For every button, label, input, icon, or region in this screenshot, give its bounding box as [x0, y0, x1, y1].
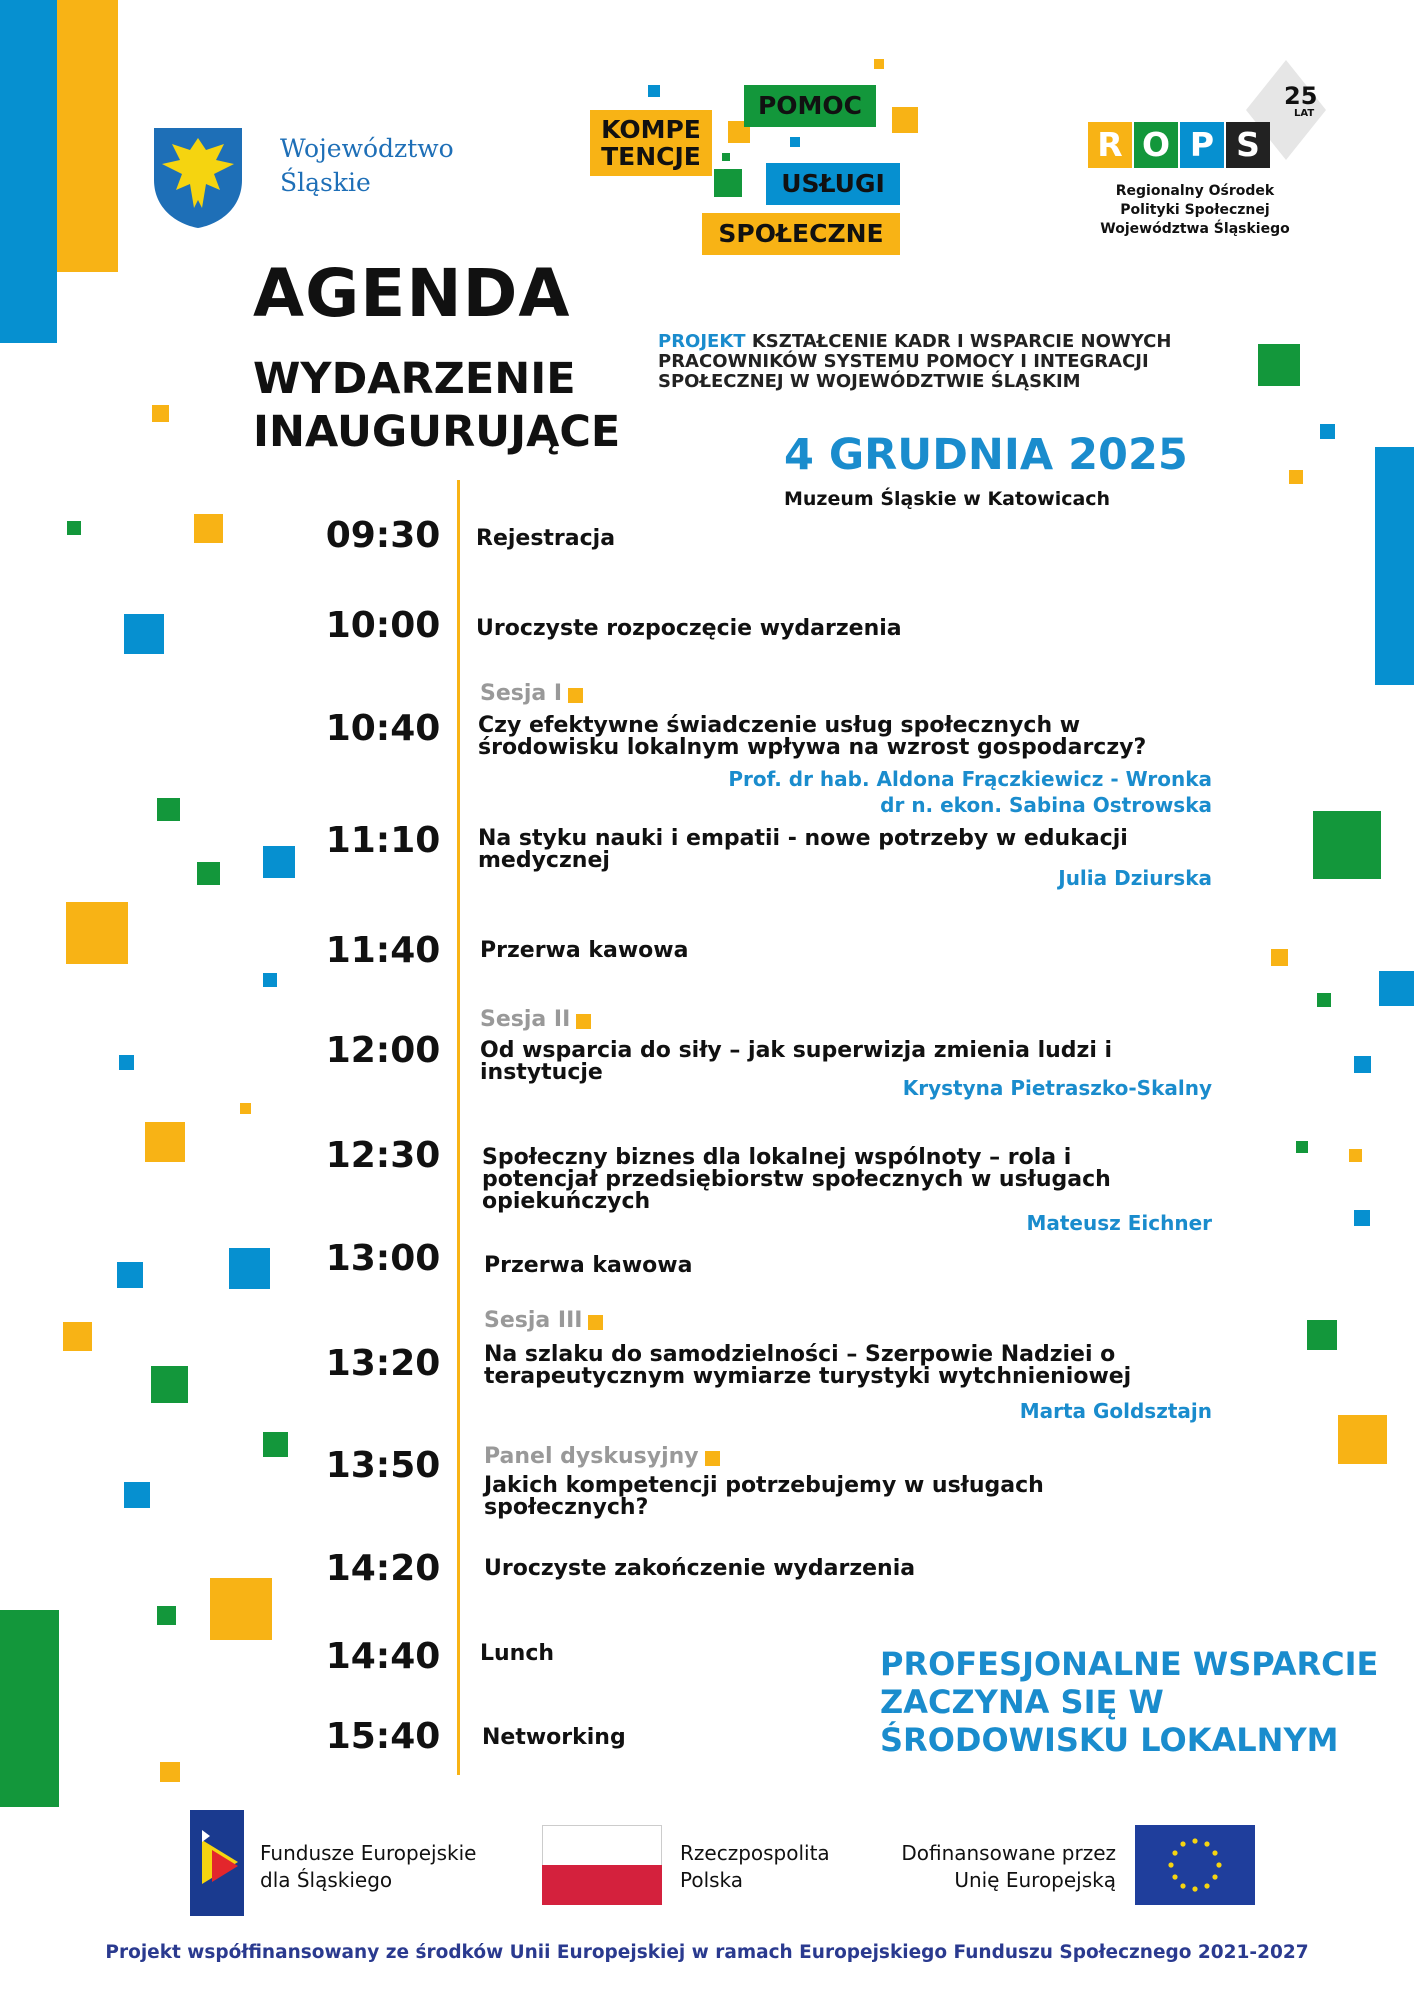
- speaker-name: Krystyna Pietraszko-Skalny: [902, 1076, 1212, 1100]
- decor-square: [240, 1103, 251, 1114]
- decor-square: [119, 1055, 134, 1070]
- slogan-line: ŚRODOWISKU LOKALNYM: [880, 1721, 1339, 1759]
- eu-funding-line1: Dofinansowane przez: [901, 1841, 1116, 1865]
- session-marker: [705, 1451, 720, 1466]
- decor-square: [124, 1482, 150, 1508]
- agenda-time: 10:40: [325, 708, 441, 749]
- campaign-word-tencje: TENCJE: [601, 142, 701, 171]
- agenda-time: 12:30: [325, 1135, 441, 1176]
- poland-logo: [542, 1825, 872, 1905]
- decor-square: [263, 973, 277, 987]
- campaign-word-kompetencje: [590, 110, 712, 176]
- decor-square: [1354, 1056, 1371, 1073]
- agenda-item-title: Lunch: [480, 1641, 555, 1666]
- agenda-item-title: [482, 1147, 1202, 1213]
- timeline-line: [457, 480, 460, 1775]
- campaign-logo: [580, 55, 920, 265]
- rops-logo: [1080, 60, 1360, 250]
- speaker-name: Mateusz Eichner: [1026, 1211, 1212, 1235]
- rops-name-line2: Polityki Społecznej: [1120, 202, 1270, 218]
- session-marker: [588, 1315, 603, 1330]
- agenda-title-line: Jakich kompetencji potrzebujemy w usługach: [484, 1473, 1044, 1498]
- slogan-line: ZACZYNA SIĘ W: [880, 1683, 1164, 1721]
- speaker-name: Julia Dziurska: [1058, 866, 1212, 890]
- agenda-item-title: [484, 1475, 1204, 1519]
- european-funds-icon: [190, 1810, 244, 1916]
- decor-bar-blue-left: [0, 0, 57, 343]
- agenda-title-line: opiekuńczych: [482, 1189, 651, 1214]
- agenda-title-line: Od wsparcia do siły – jak superwizja zmienia ludzi i: [480, 1038, 1113, 1063]
- coat-of-arms-icon: [150, 124, 246, 230]
- decor-square: [117, 1262, 143, 1288]
- decor-square: [157, 798, 180, 821]
- decor-square: [67, 521, 81, 535]
- decor-square: [157, 1606, 176, 1625]
- project-label: PROJEKT: [658, 331, 746, 352]
- decor-square: [197, 862, 220, 885]
- decor-bar-blue-right: [1375, 447, 1414, 685]
- page-title: AGENDA: [253, 255, 571, 332]
- agenda-time: 12:00: [325, 1030, 441, 1071]
- project-text: KSZTAŁCENIE KADR I WSPARCIE NOWYCH PRACOWNIKÓW SYSTEMU POMOCY I INTEGRACJI SPOŁECZNEJ W WOJEWÓDZTWIE ŚLĄSKIM: [658, 331, 1172, 392]
- agenda-item-title: Przerwa kawowa: [484, 1253, 693, 1278]
- agenda-time: 14:20: [325, 1548, 441, 1589]
- decor-square: [229, 1248, 270, 1289]
- region-name-line2: Śląskie: [280, 168, 371, 197]
- decor-square: [151, 1366, 188, 1403]
- agenda-item-title: Uroczyste rozpoczęcie wydarzenia: [476, 616, 902, 641]
- decor-square: [124, 614, 164, 654]
- session-label: [484, 1308, 603, 1333]
- decor-square: [160, 1762, 180, 1782]
- slogan: [880, 1645, 1380, 1759]
- event-subtitle-line1: WYDARZENIE: [253, 354, 576, 404]
- agenda-item-title: Przerwa kawowa: [480, 938, 689, 963]
- rops-letter-r: R: [1088, 122, 1132, 168]
- agenda-time: 11:10: [325, 820, 441, 861]
- decor-bar-green-left: [0, 1610, 59, 1807]
- eu-logo: [880, 1825, 1260, 1905]
- agenda-title-line: Na styku nauki i empatii - nowe potrzeby w edukacji: [478, 826, 1128, 851]
- agenda-title-line: Na szlaku do samodzielności – Szerpowie Nadziei o: [484, 1342, 1116, 1367]
- agenda-time: 13:00: [325, 1238, 441, 1279]
- session-label-text: Panel dyskusyjny: [484, 1444, 699, 1469]
- decor-bar-yellow-left: [57, 0, 118, 272]
- decor-square: [1379, 971, 1414, 1006]
- agenda-title-line: potencjał przedsiębiorstw społecznych w usługach: [482, 1167, 1111, 1192]
- campaign-word-kompe: KOMPE: [601, 115, 701, 144]
- agenda-time: 11:40: [325, 930, 441, 971]
- rops-name-line1: Regionalny Ośrodek: [1115, 183, 1275, 199]
- agenda-title-line: środowisku lokalnym wpływa na wzrost gospodarczy?: [478, 735, 1147, 760]
- eu-flag-icon: [1135, 1825, 1255, 1905]
- decor-square: [1307, 1320, 1337, 1350]
- decor-square: [1313, 811, 1381, 879]
- footer-note: Projekt współfinansowany ze środków Unii Europejskiej w ramach Europejskiego Funduszu Społecznego 2021-2027: [105, 1942, 1309, 1963]
- rops-letter-s: S: [1226, 122, 1270, 168]
- decor-square: [1354, 1210, 1370, 1226]
- session-marker: [576, 1014, 591, 1029]
- speaker-line: dr n. ekon. Sabina Ostrowska: [880, 793, 1212, 817]
- agenda-time: 13:20: [325, 1343, 441, 1384]
- agenda-time: 09:30: [325, 515, 441, 556]
- speaker-name: Marta Goldsztajn: [1019, 1399, 1212, 1423]
- agenda-time: 15:40: [325, 1716, 441, 1757]
- agenda-item-title: Uroczyste zakończenie wydarzenia: [484, 1556, 916, 1581]
- slogan-line: PROFESJONALNE WSPARCIE: [880, 1645, 1379, 1683]
- agenda-title-line: Czy efektywne świadczenie usług społecznych w: [478, 713, 1081, 738]
- region-name-line1: Województwo: [280, 134, 454, 163]
- event-venue: Muzeum Śląskie w Katowicach: [784, 488, 1111, 510]
- european-funds-line1: Fundusze Europejskie: [260, 1841, 477, 1865]
- agenda-title-line: Społeczny biznes dla lokalnej wspólnoty – rola i: [482, 1145, 1072, 1170]
- rops-name-line3: Województwa Śląskiego: [1100, 221, 1290, 237]
- session-label-text: Sesja II: [480, 1007, 571, 1032]
- decor-square: [1289, 470, 1303, 484]
- poland-line1: Rzeczpospolita: [680, 1841, 830, 1865]
- agenda-item-title: [484, 1344, 1204, 1388]
- rops-letter-p: P: [1180, 122, 1224, 168]
- decor-square: [63, 1322, 92, 1351]
- agenda-item-title: Rejestracja: [476, 526, 616, 551]
- decor-square: [210, 1578, 272, 1640]
- decor-square: [194, 514, 223, 543]
- decor-square: [1349, 1149, 1362, 1162]
- decor-square: [1271, 949, 1288, 966]
- eu-funding-line2: Unię Europejską: [954, 1868, 1116, 1892]
- campaign-word-uslugi: USŁUGI: [766, 163, 900, 205]
- agenda-time: 10:00: [325, 605, 441, 646]
- agenda-item-title: Networking: [482, 1725, 626, 1750]
- session-label: [480, 681, 583, 706]
- anniversary-label: LAT: [1294, 108, 1315, 119]
- session-label: [484, 1444, 720, 1469]
- poland-line2: Polska: [680, 1868, 744, 1892]
- decor-square: [1320, 424, 1335, 439]
- event-date: 4 GRUDNIA 2025: [784, 430, 1188, 480]
- speaker-name: [728, 766, 1212, 818]
- agenda-item-title: [478, 715, 1198, 759]
- session-label-text: Sesja I: [480, 681, 563, 706]
- session-label-text: Sesja III: [484, 1308, 583, 1333]
- polish-flag-icon: [542, 1825, 662, 1905]
- decor-square: [1296, 1141, 1308, 1153]
- event-subtitle: [253, 353, 620, 459]
- decor-square: [1317, 993, 1331, 1007]
- agenda-time: 14:40: [325, 1636, 441, 1677]
- agenda-title-line: społecznych?: [484, 1495, 649, 1520]
- decor-square: [1338, 1415, 1387, 1464]
- campaign-word-pomoc: POMOC: [744, 85, 876, 127]
- decor-square: [1258, 344, 1300, 386]
- session-label: [480, 1007, 591, 1032]
- speaker-line: Prof. dr hab. Aldona Frączkiewicz - Wronka: [728, 767, 1212, 791]
- event-subtitle-line2: INAUGURUJĄCE: [253, 407, 621, 457]
- region-logo: [150, 124, 490, 234]
- anniversary-number: 25: [1284, 82, 1318, 110]
- rops-letter-o: O: [1134, 122, 1178, 168]
- decor-square: [145, 1122, 185, 1162]
- european-funds-logo: [190, 1810, 520, 1920]
- decor-square: [263, 1432, 288, 1457]
- agenda-title-line: terapeutycznym wymiarze turystyki wytchnieniowej: [484, 1364, 1132, 1389]
- agenda-title-line: instytucje: [480, 1060, 603, 1085]
- decor-square: [263, 846, 295, 878]
- campaign-word-spoleczne: SPOŁECZNE: [702, 213, 900, 255]
- decor-square: [152, 405, 169, 422]
- project-description: [658, 332, 1238, 392]
- european-funds-line2: dla Śląskiego: [260, 1868, 393, 1892]
- decor-square: [66, 902, 128, 964]
- agenda-title-line: medycznej: [478, 848, 610, 873]
- session-marker: [568, 688, 583, 703]
- agenda-time: 13:50: [325, 1445, 441, 1486]
